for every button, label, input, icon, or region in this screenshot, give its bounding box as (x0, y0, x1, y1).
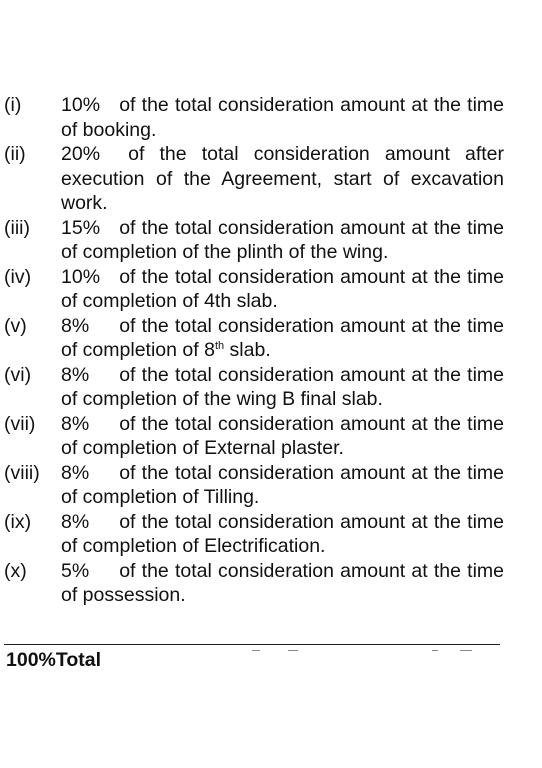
item-text-line1: of the total consideration amount after (128, 143, 504, 165)
item-text-line2: time of completion of the plinth of the wing. (61, 216, 505, 263)
item-percentage: 10% (61, 94, 101, 116)
scan-artifact-dash (460, 650, 472, 651)
item-number: (vii) (4, 412, 36, 435)
payment-schedule-list (4, 93, 504, 608)
item-text-line1: of the total consideration amount at the (119, 94, 461, 116)
item-percentage: 8% (61, 461, 90, 484)
item-text-line1: of the total consideration amount at the (119, 265, 461, 288)
item-number: (iv) (4, 265, 32, 288)
item-number: (ix) (4, 510, 32, 533)
item-text (61, 314, 504, 363)
item-text (61, 265, 504, 314)
item-text-line3: excavation work. (61, 167, 504, 214)
list-item (4, 461, 504, 510)
item-percentage: 8% (61, 314, 90, 337)
scan-artifact-dash (432, 650, 438, 651)
item-text-line2: time of completion of Tilling. (61, 461, 505, 508)
item-text (61, 412, 504, 461)
list-item (4, 363, 504, 412)
list-item (4, 510, 504, 559)
scan-artifact-dash (252, 650, 260, 651)
item-text (61, 559, 504, 608)
item-percentage: 5% (61, 559, 90, 582)
list-item (4, 142, 504, 216)
item-number: (v) (4, 314, 27, 337)
item-text-line1: of the total consideration amount at the (119, 461, 461, 484)
item-percentage: 8% (61, 363, 90, 386)
item-text (61, 510, 504, 559)
total-label: 100%Total (6, 649, 102, 671)
total-divider-line (4, 644, 500, 645)
list-item (4, 412, 504, 461)
item-text-line2: time of possession. (61, 559, 505, 606)
list-item (4, 559, 504, 608)
scan-artifact-dash (288, 650, 298, 651)
item-number: (ii) (4, 143, 26, 165)
item-text-line1: of the total consideration amount at the (119, 216, 461, 239)
item-text-line2: time of completion of the wing B final slab. (61, 363, 505, 410)
item-text (61, 461, 504, 510)
item-number: (x) (4, 559, 27, 582)
item-text (61, 93, 504, 142)
item-text (61, 142, 504, 216)
item-text (61, 363, 504, 412)
item-percentage: 20% (61, 143, 101, 165)
list-item (4, 265, 504, 314)
list-item (4, 314, 504, 363)
item-number: (i) (4, 94, 22, 116)
item-text-line1: of the total consideration amount at the (119, 412, 461, 435)
item-text-line2: time of completion of 4th slab. (61, 265, 505, 312)
item-text-line2: time of completion of External plaster. (61, 412, 505, 459)
item-text (61, 216, 504, 265)
item-percentage: 8% (61, 412, 90, 435)
ordinal-suffix: th (214, 340, 225, 352)
item-percentage: 15% (61, 216, 101, 239)
item-text-line1: of the total consideration amount at the (119, 510, 461, 533)
item-text-line2: time of booking. (61, 94, 505, 141)
item-number: (iii) (4, 216, 30, 239)
item-number: (vi) (4, 363, 32, 386)
item-percentage: 10% (61, 265, 101, 288)
item-text-line2-start: the time of completion of 8 (61, 314, 504, 361)
list-item (4, 93, 504, 142)
item-text-line2: time of completion of Electrification. (61, 510, 505, 557)
item-text-line2: execution of the Agreement, start of (61, 167, 400, 190)
item-text-line1: of the total consideration amount at the (119, 559, 461, 582)
item-text-line1: of the total consideration amount at the (119, 363, 461, 386)
list-item (4, 216, 504, 265)
item-text-line2-end: slab. (224, 339, 271, 361)
item-number: (viii) (4, 461, 40, 484)
item-text-line1: of the total consideration amount at (119, 314, 428, 337)
item-percentage: 8% (61, 510, 90, 533)
